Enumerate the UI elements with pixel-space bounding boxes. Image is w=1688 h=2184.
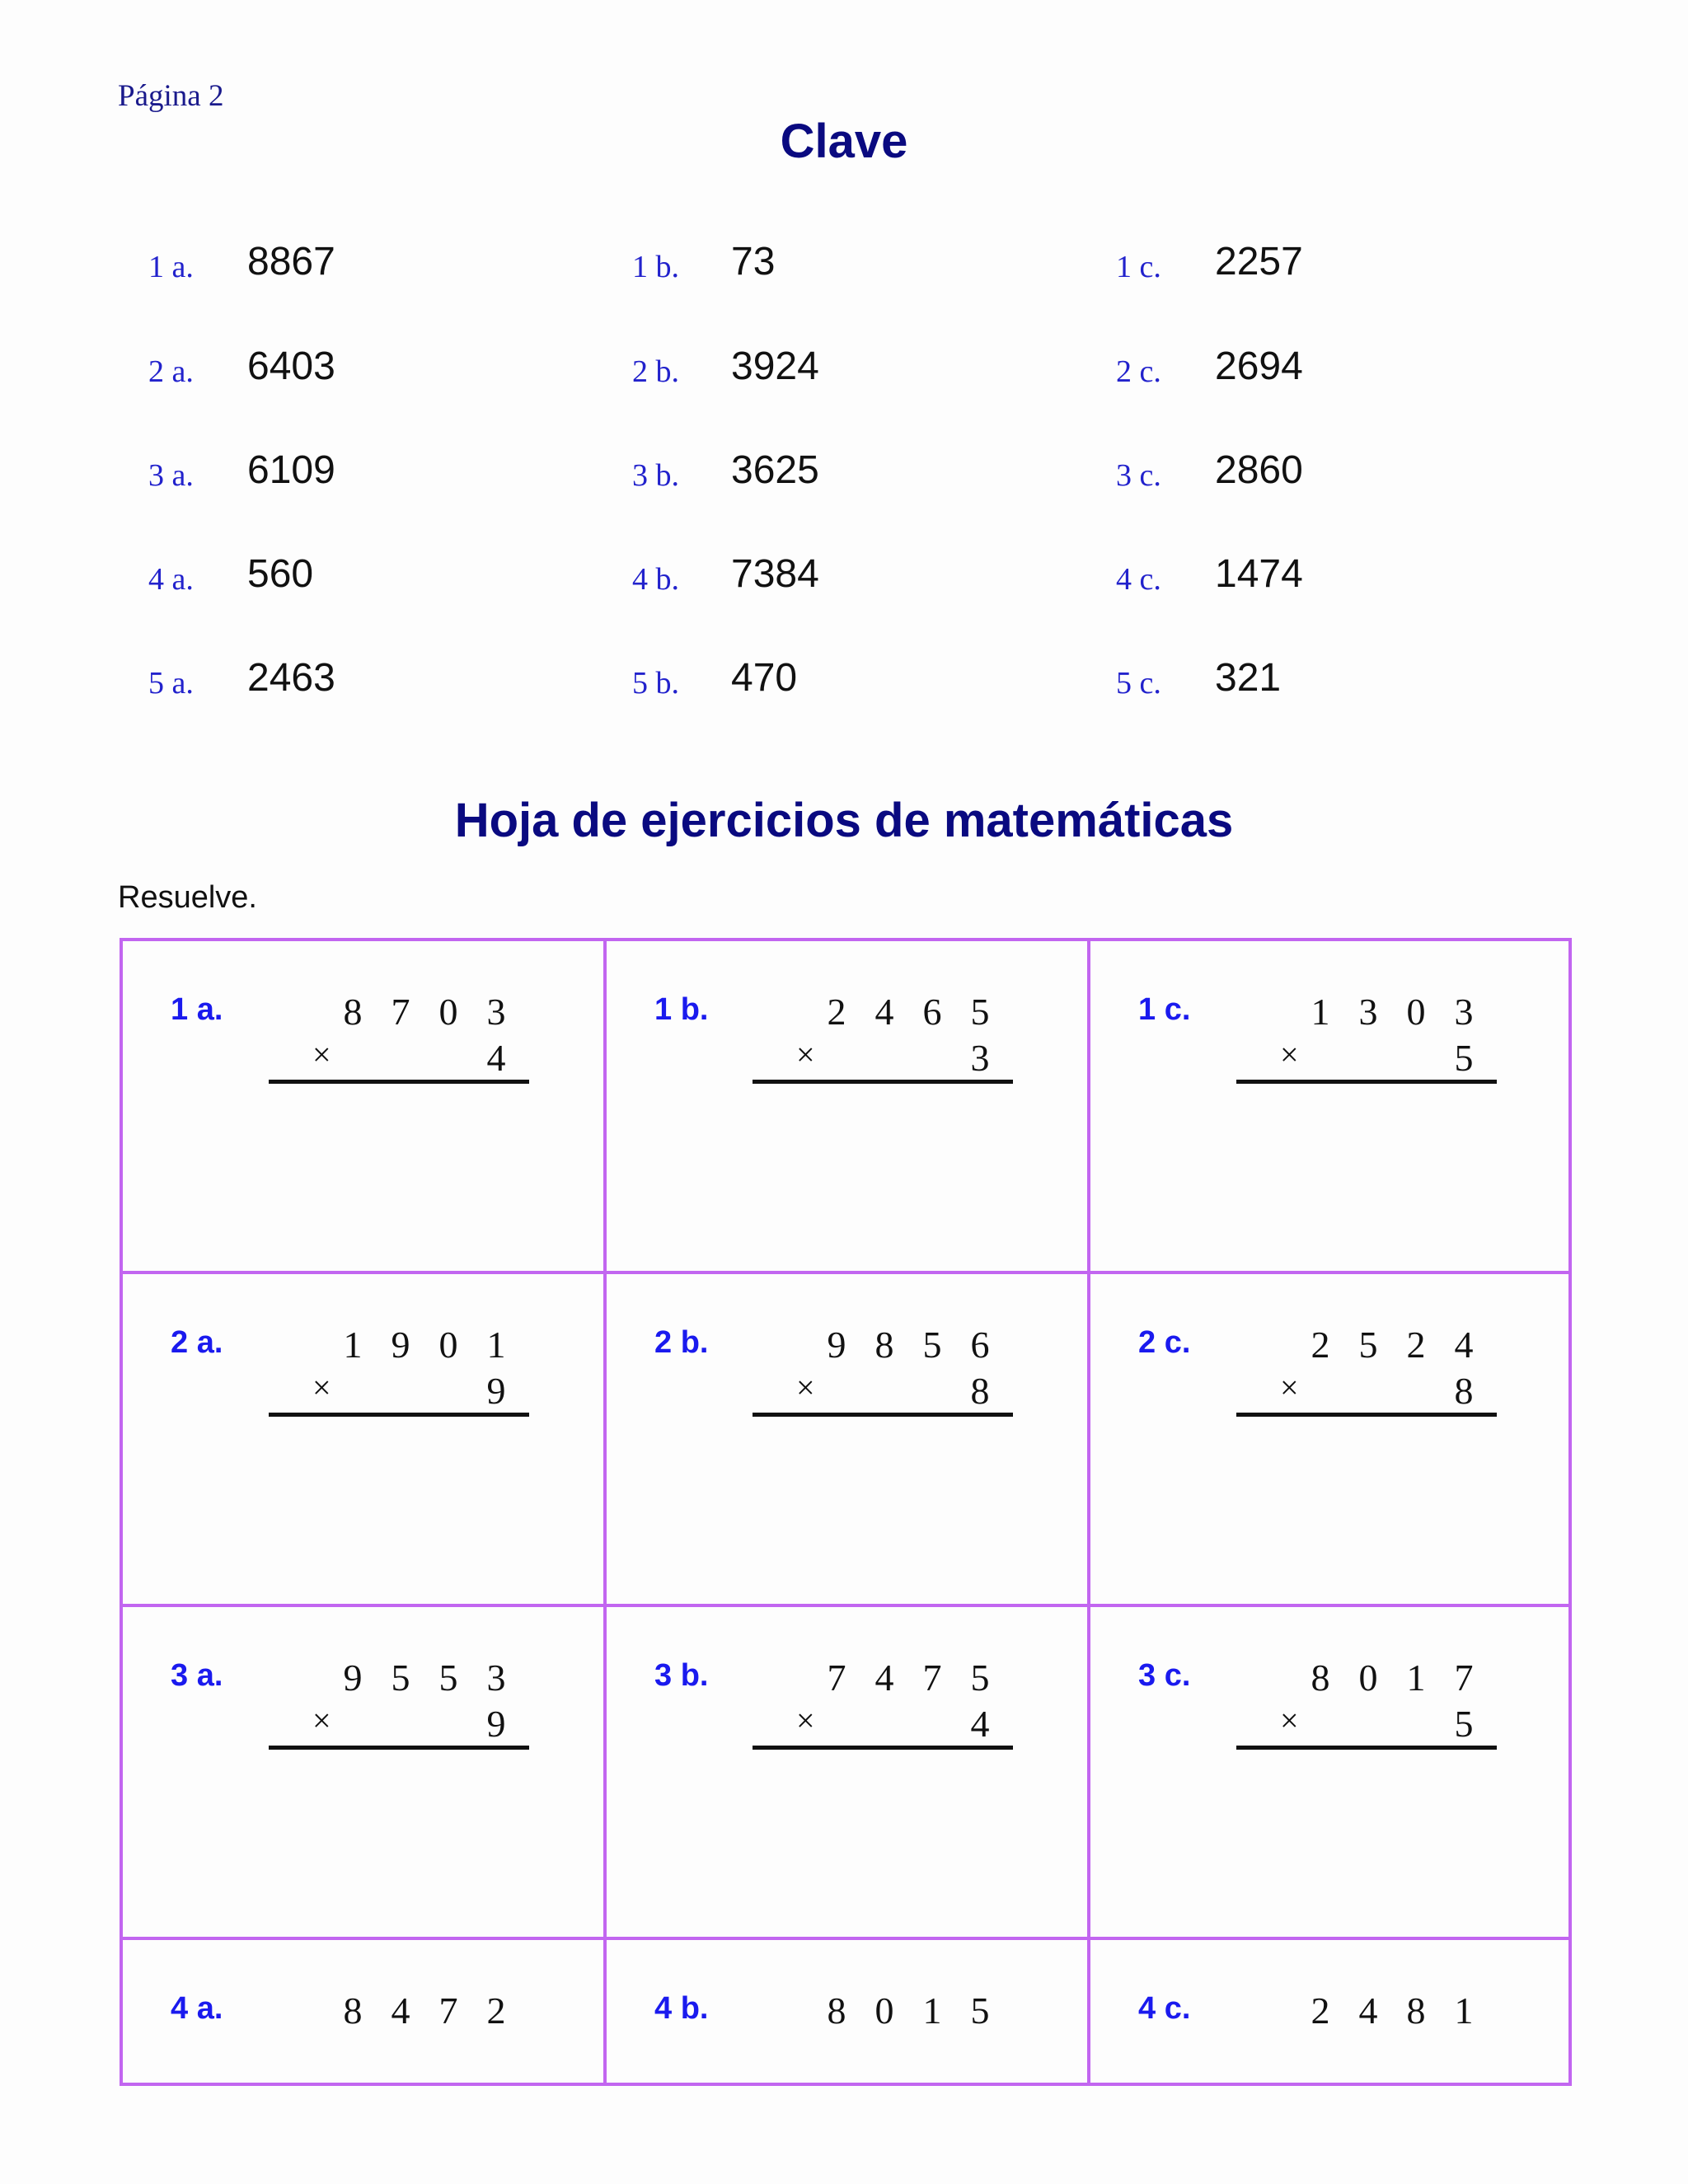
digit: 7 [922,1657,942,1699]
multiplier: 8 [1454,1370,1474,1412]
problem-cell [123,1274,607,1607]
answer-value: 2694 [1215,344,1303,388]
answer-value: 73 [731,240,776,284]
digit: 3 [486,991,506,1033]
answer-label: 2 a. [148,354,194,389]
problem-label: 2 a. [171,1325,223,1360]
problem-label: 3 b. [654,1658,709,1693]
answer-value: 7384 [731,552,819,596]
digit: 0 [874,1990,894,2032]
problem-label: 2 c. [1138,1325,1191,1360]
digit: 3 [1454,991,1474,1033]
times-sign: × [796,1369,815,1406]
answer-line [269,1746,529,1750]
multiplicand [329,1656,527,1699]
multiplicand [813,1656,1010,1699]
multiplier: 3 [970,1037,990,1079]
multiplicand [813,990,1010,1033]
digit: 1 [1311,991,1330,1033]
digit: 5 [970,1990,990,2032]
problem-label: 4 b. [654,1991,709,2026]
digit: 5 [438,1657,458,1699]
multiplier: 4 [970,1703,990,1745]
digit: 5 [1358,1324,1378,1366]
answer-label: 3 b. [632,458,679,493]
answer-label: 2 b. [632,354,679,389]
problem-cell [123,941,607,1274]
digit: 7 [438,1990,458,2032]
digit: 7 [391,991,410,1033]
digit: 5 [922,1324,942,1366]
answer-label: 5 c. [1116,666,1161,701]
answer-value: 470 [731,656,798,700]
digit: 3 [486,1657,506,1699]
instruction-text: Resuelve. [118,880,257,915]
digit: 9 [827,1324,846,1366]
digit: 5 [970,1657,990,1699]
digit: 9 [343,1657,363,1699]
answer-label: 3 a. [148,458,194,493]
multiplier: 9 [486,1370,506,1412]
answer-value: 1474 [1215,552,1303,596]
digit: 2 [1311,1990,1330,2032]
problem-cell [1090,1274,1568,1607]
digit: 8 [343,1990,363,2032]
digit: 7 [827,1657,846,1699]
digit: 1 [1454,1990,1474,2032]
multiplier: 5 [1454,1037,1474,1079]
digit: 1 [922,1990,942,2032]
problem-label: 4 c. [1138,1991,1191,2026]
times-sign: × [1280,1369,1299,1406]
answer-label: 1 a. [148,250,194,284]
answer-value: 2257 [1215,240,1303,284]
times-sign: × [1280,1702,1299,1739]
times-sign: × [312,1036,331,1073]
multiplicand [1296,990,1494,1033]
multiplier: 4 [486,1037,506,1079]
problem-label: 3 a. [171,1658,223,1693]
answer-value: 560 [247,552,314,596]
multiplicand [329,1323,527,1366]
answer-key-title: Clave [780,115,908,168]
problem-label: 4 a. [171,1991,223,2026]
digit: 8 [343,991,363,1033]
times-sign: × [796,1702,815,1739]
answer-value: 2860 [1215,448,1303,492]
problem-cell [607,1940,1090,2083]
digit: 4 [874,1657,894,1699]
multiplier: 9 [486,1703,506,1745]
digit: 6 [922,991,942,1033]
answer-row [0,551,1688,609]
digit: 0 [438,1324,458,1366]
answer-row [0,655,1688,713]
answer-line [1236,1080,1497,1084]
answer-line [753,1080,1013,1084]
answer-value: 6109 [247,448,335,492]
answer-label: 3 c. [1116,458,1161,493]
digit: 3 [1358,991,1378,1033]
digit: 2 [1406,1324,1426,1366]
digit: 1 [1406,1657,1426,1699]
answer-label: 5 b. [632,666,679,701]
problem-cell [607,1607,1090,1940]
answer-value: 321 [1215,656,1282,700]
digit: 8 [874,1324,894,1366]
digit: 8 [827,1990,846,2032]
multiplicand [329,1989,527,2032]
problem-label: 3 c. [1138,1658,1191,1693]
problem-label: 1 c. [1138,992,1191,1027]
digit: 5 [391,1657,410,1699]
worksheet-title: Hoja de ejercicios de matemáticas [454,794,1234,847]
answer-value: 8867 [247,240,335,284]
digit: 0 [438,991,458,1033]
problem-cell [123,1940,607,2083]
multiplicand [329,990,527,1033]
digit: 6 [970,1324,990,1366]
problem-label: 1 b. [654,992,709,1027]
problem-label: 2 b. [654,1325,709,1360]
answer-label: 4 b. [632,562,679,597]
answer-label: 1 b. [632,250,679,284]
problem-cell [607,941,1090,1274]
problem-cell [1090,941,1568,1274]
multiplicand [813,1989,1010,2032]
multiplicand [1296,1989,1494,2032]
answer-value: 6403 [247,344,335,388]
digit: 4 [1454,1324,1474,1366]
answer-row [0,344,1688,401]
digit: 7 [1454,1657,1474,1699]
digit: 1 [486,1324,506,1366]
times-sign: × [312,1369,331,1406]
problem-grid [120,938,1572,2086]
times-sign: × [312,1702,331,1739]
digit: 9 [391,1324,410,1366]
answer-line [1236,1413,1497,1417]
digit: 2 [827,991,846,1033]
digit: 4 [874,991,894,1033]
digit: 5 [970,991,990,1033]
answer-row [0,239,1688,297]
digit: 4 [391,1990,410,2032]
problem-cell [1090,1607,1568,1940]
answer-line [753,1413,1013,1417]
times-sign: × [1280,1036,1299,1073]
answer-label: 4 c. [1116,562,1161,597]
answer-value: 3625 [731,448,819,492]
answer-value: 2463 [247,656,335,700]
answer-line [269,1080,529,1084]
answer-label: 2 c. [1116,354,1161,389]
answer-label: 1 c. [1116,250,1161,284]
multiplier: 5 [1454,1703,1474,1745]
digit: 4 [1358,1990,1378,2032]
multiplicand [1296,1323,1494,1366]
problem-cell [607,1274,1090,1607]
page-number: Página 2 [118,79,224,113]
digit: 0 [1358,1657,1378,1699]
digit: 8 [1406,1990,1426,2032]
multiplicand [1296,1656,1494,1699]
answer-label: 4 a. [148,562,194,597]
problem-cell [1090,1940,1568,2083]
answer-line [269,1413,529,1417]
digit: 1 [343,1324,363,1366]
digit: 8 [1311,1657,1330,1699]
multiplicand [813,1323,1010,1366]
multiplier: 8 [970,1370,990,1412]
times-sign: × [796,1036,815,1073]
digit: 0 [1406,991,1426,1033]
answer-label: 5 a. [148,666,194,701]
digit: 2 [1311,1324,1330,1366]
problem-cell [123,1607,607,1940]
answer-line [1236,1746,1497,1750]
answer-value: 3924 [731,344,819,388]
problem-label: 1 a. [171,992,223,1027]
answer-row [0,448,1688,505]
digit: 2 [486,1990,506,2032]
answer-line [753,1746,1013,1750]
